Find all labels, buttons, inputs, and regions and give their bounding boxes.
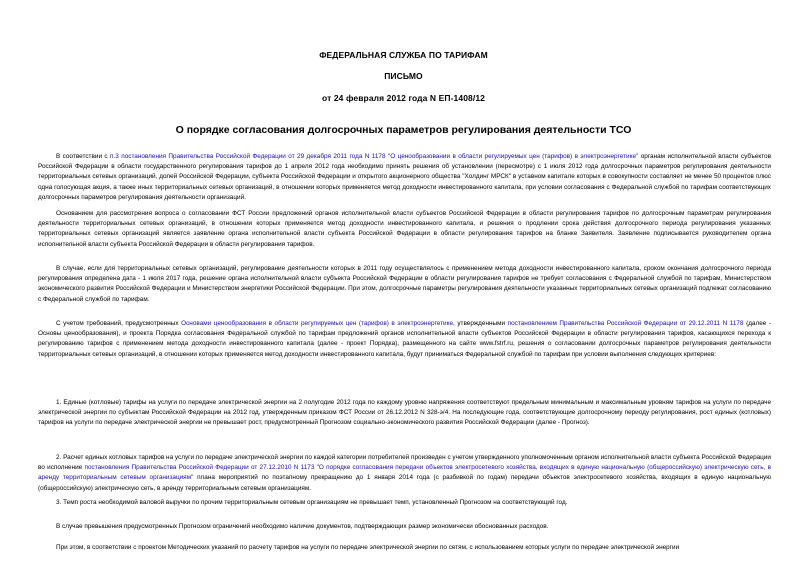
- pricing-fundamentals-link[interactable]: Основами ценообразования в области регулируемых цен (тарифов) в электроэнергетике: [181, 320, 454, 327]
- paragraph-5: 1. Единые (котловые) тарифы на услуги по передаче электрической энергии на 2 полугодие 2012 года по каждому уровню напряжения соответствуют предельным минимальным и максимальным уровням тарифов на услуги по передаче электрической энергии по субъектам Российской Федерации на 2012 год, утвержденным приказом ФСТ России от 26.12.2012 N 328-э/4. На последующие года, соответствующие долгосрочному периоду регулирования, рост единых (котловых) тарифов на услуги по передаче электрической энергии не превышает рост, предусмотренный Прогнозом социально-экономического развития Российской Федерации (далее - Прогноз).: [38, 399, 771, 427]
- decree-1173-link[interactable]: постановления Правительства Российской Федерации от 27.12.2010 N 1173 "О порядке согласования передачи объектов электросетевого хозяйства, входящих в единую национальную (общероссийскую) электрическую сеть, в аренду территориальным сетевым организациям": [38, 464, 771, 482]
- paragraph-6: [38, 453, 771, 494]
- paragraph-2: Основанием для рассмотрения вопроса о согласовании ФСТ России предложений органов исполнительной власти субъектов Российской Федерации в области регулирования тарифов по долгосрочным параметрам регулирования деятельности территориальных сетевых организаций, в отношении которых применяется метод доходности инвестированного капитала, и решения о продлении срока действия долгосрочного периода регулирования указанных территориальных сетевых организаций является заявление органа исполнительной власти субъекта Российской Федерации в области регулирования тарифов на бланке Заявителя. Заявление подписывается руководителем органа исполнительной власти субъекта Российской Федерации в области регулирования тарифов.: [38, 210, 771, 248]
- paragraph-9: При этом, в соответствии с проектом Методических указаний по расчету тарифов на услуги по передаче электрической энергии по сетям, с использованием которых услуги по передаче электрической энергии: [56, 544, 680, 551]
- paragraph-7: 3. Темп роста необходимой валовой выручки по прочим территориальным сетевым организациям не превышает темп, установленный Прогнозом на соответствующий год.: [56, 499, 568, 506]
- text: (далее - Основы ценообразования), и проекта Порядка согласования Федеральной службой по тарифам предложений органов исполнительной власти субъектов Российской Федерации в области регулирования тарифов, касающихся перехода к регулированию тарифов с применением метода доходности инвестированного капитала (далее - проект Порядка), размещенного на сайте www.fstrf.ru, решения о согласовании долгосрочных параметров регулирования деятельности территориальных сетевых организаций, в отношении которых применяется метод доходности инвестированного капитала, будут приниматься Федеральной службой по тарифам при условии выполнения следующих критериев:: [38, 320, 771, 358]
- text: 2. Расчет единых котловых тарифов на услуги по передаче электрической энергии по каждой категории потребителей произведен с учетом утвержденного уполномоченным органом исполнительной власти субъекта Российской Федерации во исполнение: [38, 454, 771, 472]
- decree-1178-link[interactable]: п.3 постановления Правительства Российской Федерации от 29 декабря 2011 года N 1178 "О ценообразовании в области регулируемых цен (тарифов) в электроэнергетике": [110, 153, 639, 160]
- text: плана мероприятий по поэтапному прекращению до 1 января 2014 года (с разбивкой по годам) передачи объектов электросетевого хозяйства, входящих в единую национальную (общероссийскую) электрическую сеть, в аренду территориальным сетевым организациям.: [38, 474, 771, 492]
- agency-name: ФЕДЕРАЛЬНАЯ СЛУЖБА ПО ТАРИФАМ: [319, 50, 488, 60]
- paragraph-8: В случае превышения предусмотренных Прогнозом ограничений необходимо наличие документов, подтверждающих размер экономически обоснованных расходов.: [56, 523, 549, 530]
- document-date-number: от 24 февраля 2012 года N ЕП-1408/12: [322, 93, 485, 103]
- decree-29-12-2011-link[interactable]: постановлением Правительства Российской Федерации от 29.12.2011 N 1178: [507, 320, 744, 327]
- text: С учетом требований, предусмотренных: [56, 320, 182, 327]
- paragraph-3: В случае, если для территориальных сетевых организаций, регулирование деятельности которых в 2011 году осуществлялось с применением метода доходности инвестированного капитала, сроком окончания долгосрочного периода регулирования определена дата - 1 июля 2017 года, решение органа исполнительной власти субъекта Российской Федерации в области регулирования тарифов не требует согласования с Федеральной службой по тарифам, Министерством экономического развития Российской Федерации и Министерством энергетики Российской Федерации. При этом, долгосрочные параметры регулирования деятельности указанных территориальных сетевых организаций подлежат согласованию с Федеральной службой по тарифам.: [38, 265, 771, 303]
- document-title: О порядке согласования долгосрочных параметров регулирования деятельности ТСО: [175, 124, 632, 136]
- text: В соответствии с: [56, 153, 111, 160]
- paragraph-1: [38, 152, 771, 203]
- text: органам исполнительной власти субъектов Российской Федерации в области государственного регулирования тарифов до 1 апреля 2012 года необходимо принять решения об установлении (пересмотре) с 1 июля 2012 года долгосрочных параметров регулирования деятельности территориальных сетевых организаций, долей Российской Федерации, субъекта Российской Федерации и открытого акционерного общества "Холдинг МРСК" в уставном капитале которых в совокупности составляет не менее 50 процентов плюс одна голосующая акция, а также иных территориальных сетевых организаций, в отношении которых применяется метод доходности инвестированного капитала, при условии согласования с Федеральной службой по тарифам соответствующих долгосрочных параметров регулирования деятельности организаций.: [38, 153, 772, 201]
- paragraph-4: [38, 319, 771, 360]
- document-type: ПИСЬМО: [384, 71, 423, 81]
- text: , утвержденными: [453, 320, 508, 327]
